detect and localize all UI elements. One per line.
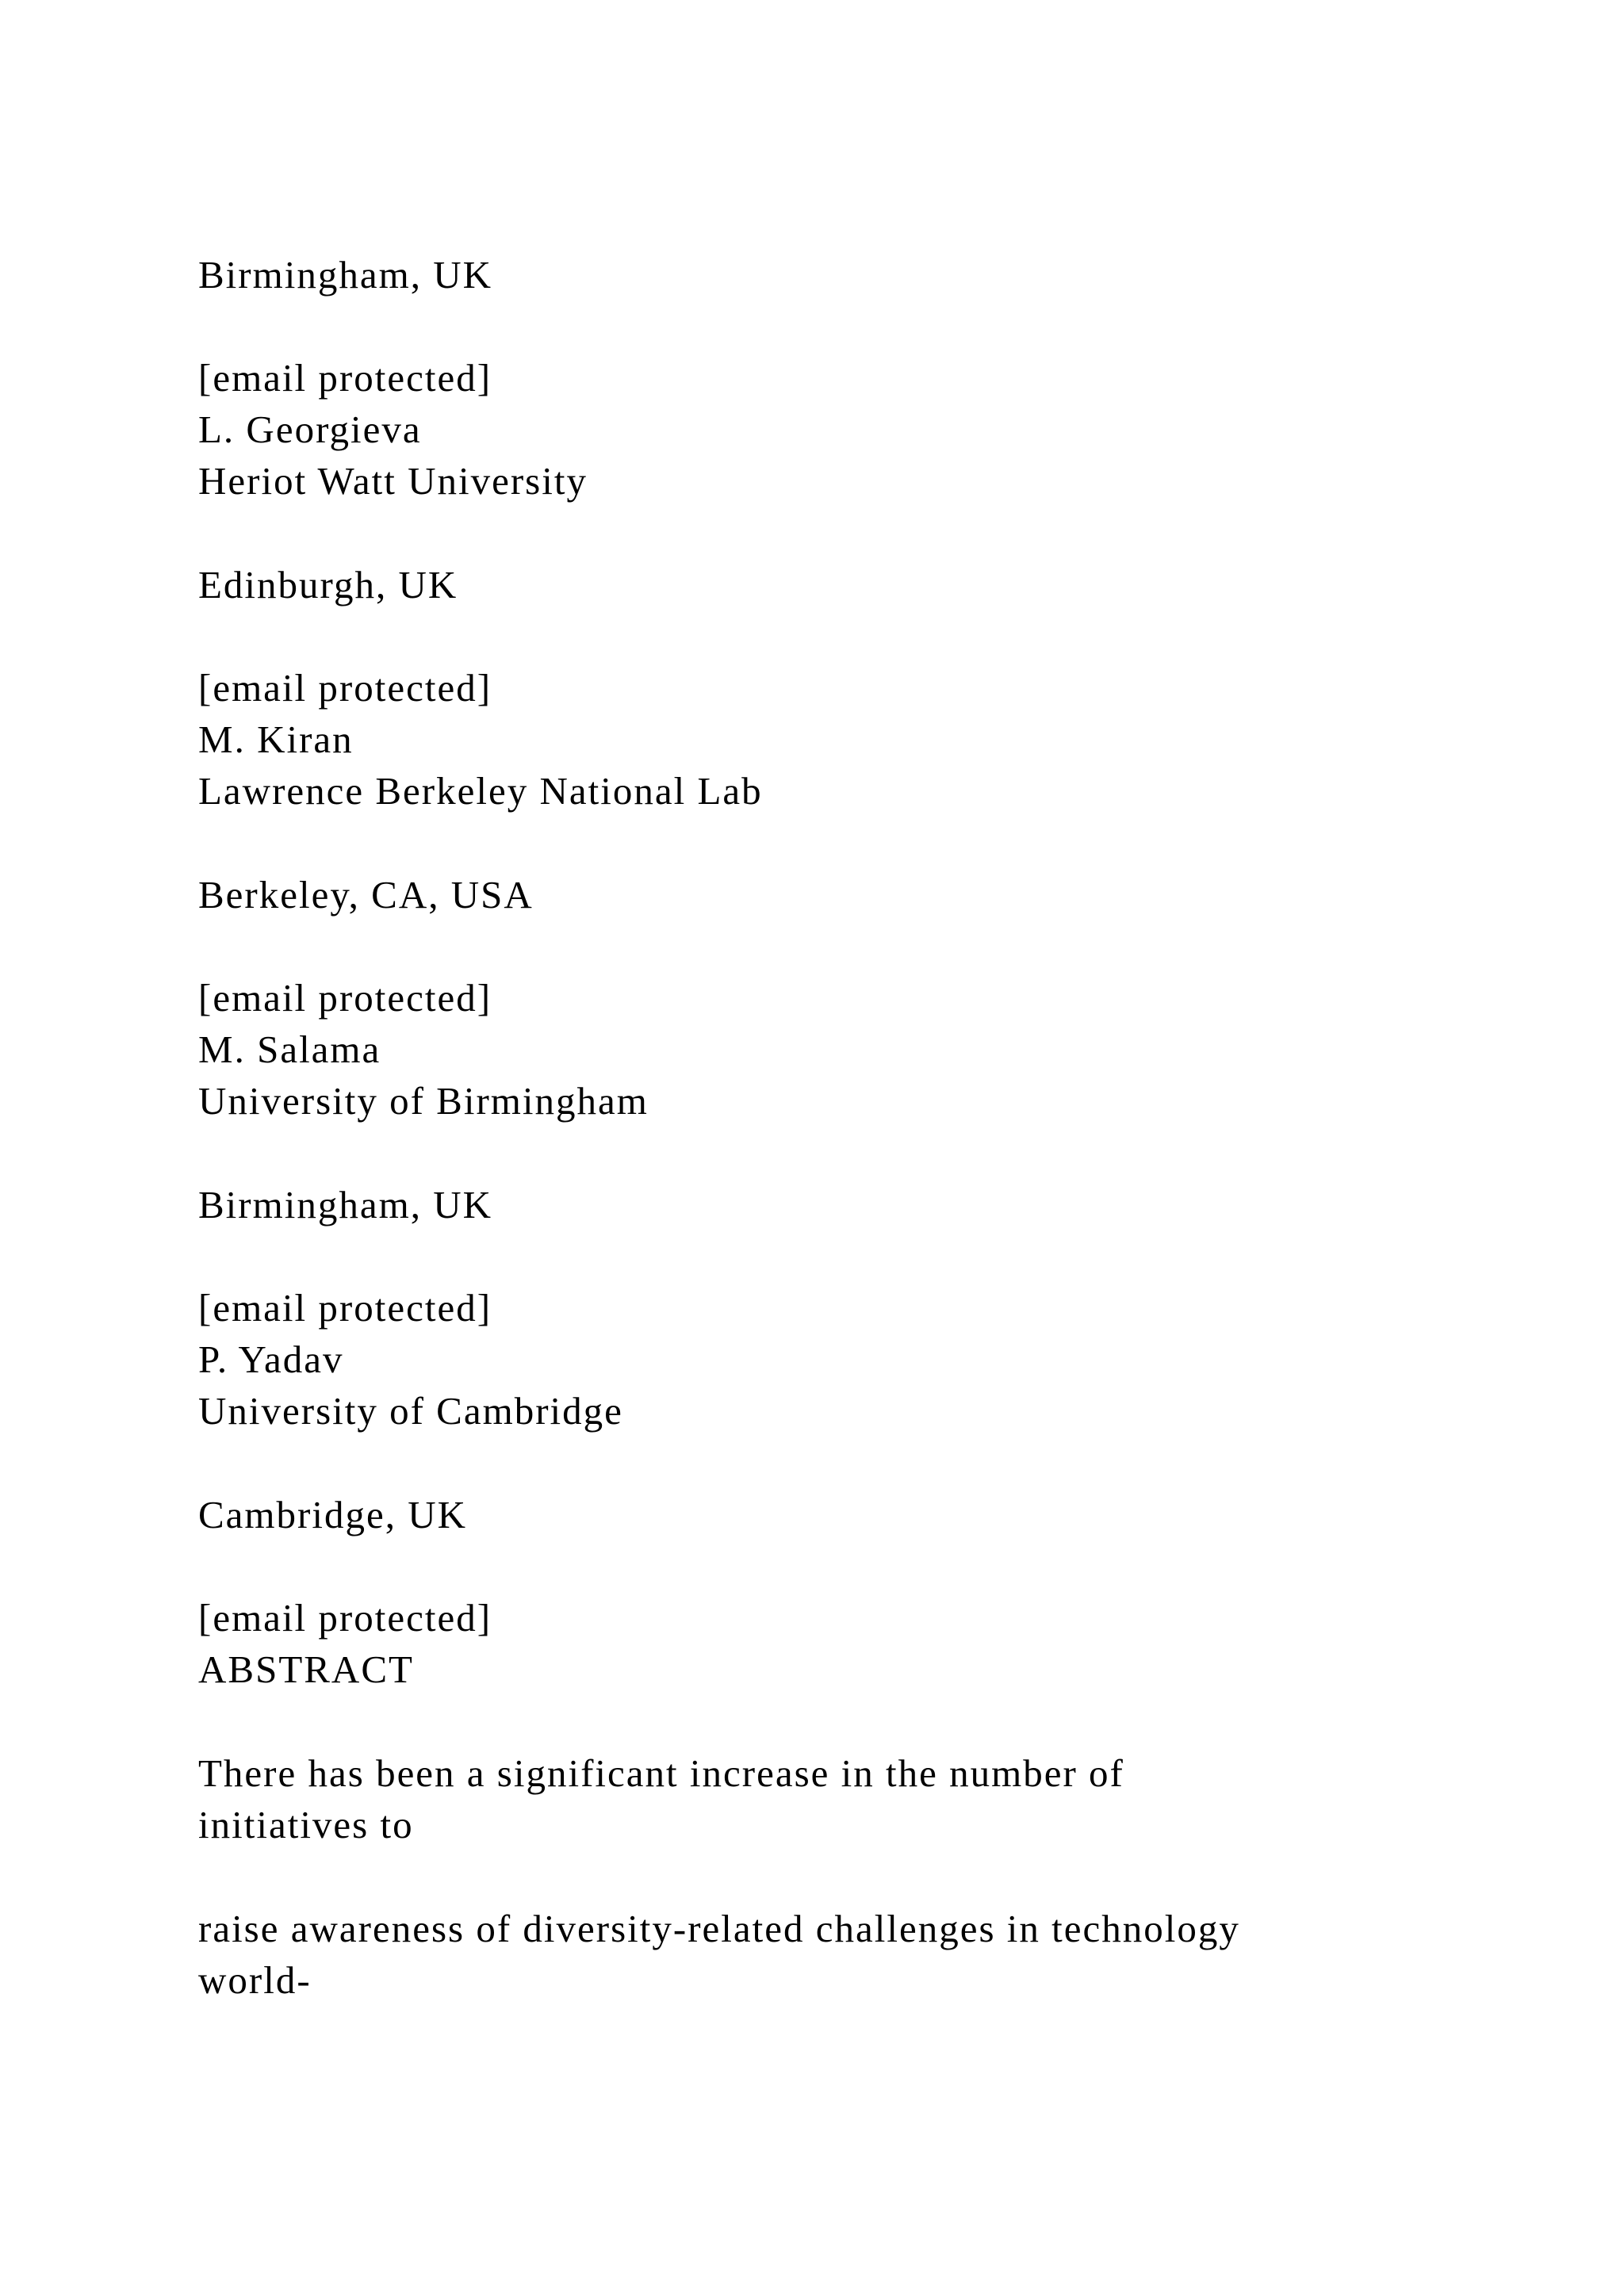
author-email: [email protected] — [198, 356, 492, 400]
author-institution: University of Cambridge — [198, 1389, 623, 1433]
author-city: Cambridge, UK — [198, 1493, 467, 1536]
author-name: M. Salama — [198, 1027, 381, 1071]
abstract-text-line: initiatives to — [198, 1803, 414, 1846]
abstract-text-line: raise awareness of diversity-related challenges in technology — [198, 1907, 1240, 1950]
abstract-text-line: There has been a significant increase in the number of — [198, 1751, 1124, 1795]
abstract-text-line: world- — [198, 1958, 312, 2002]
author-email: [email protected] — [198, 1596, 492, 1640]
author-institution: Heriot Watt University — [198, 459, 588, 503]
affiliation-city: Birmingham, UK — [198, 253, 492, 297]
author-email: [email protected] — [198, 666, 492, 710]
author-name: P. Yadav — [198, 1337, 344, 1381]
author-email: [email protected] — [198, 976, 492, 1020]
author-name: M. Kiran — [198, 718, 354, 761]
author-city: Berkeley, CA, USA — [198, 873, 534, 916]
author-institution: Lawrence Berkeley National Lab — [198, 769, 763, 813]
author-email: [email protected] — [198, 1286, 492, 1330]
author-city: Edinburgh, UK — [198, 563, 458, 607]
abstract-heading: ABSTRACT — [198, 1647, 414, 1691]
author-name: L. Georgieva — [198, 408, 422, 451]
author-city: Birmingham, UK — [198, 1183, 492, 1226]
author-institution: University of Birmingham — [198, 1079, 649, 1123]
